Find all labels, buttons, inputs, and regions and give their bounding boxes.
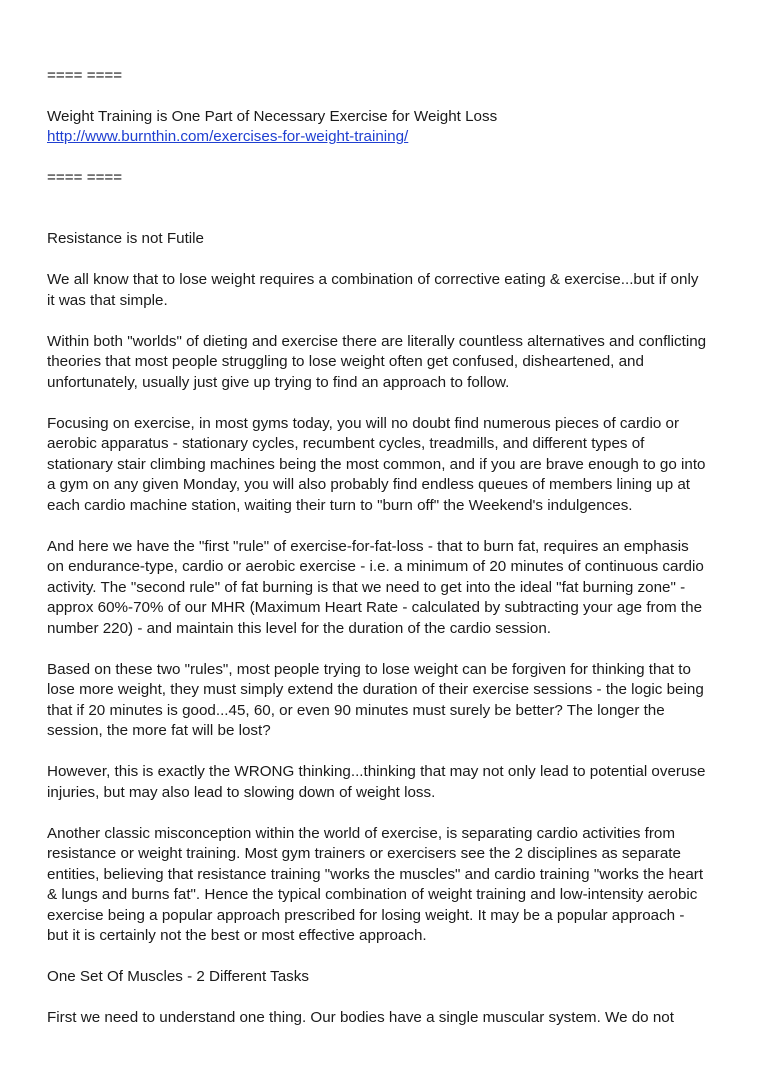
paragraph-6-line-2: injuries, but may also lead to slowing down of weight loss. — [47, 783, 436, 801]
paragraph-7-line-5: exercise being a popular approach prescribed for losing weight. It may be a popular approach - — [47, 906, 685, 924]
paragraph-7 — [47, 824, 727, 947]
article-link[interactable]: http://www.burnthin.com/exercises-for-weight-training/ — [47, 128, 409, 145]
paragraph-7-line-3: entities, believing that resistance training "works the muscles" and cardio training "works the heart — [47, 865, 704, 883]
paragraph-6 — [47, 762, 727, 803]
paragraph-1 — [47, 270, 727, 311]
paragraph-7-line-4: & lungs and burns fat". Hence the typical combination of weight training and low-intensity aerobic — [47, 886, 698, 903]
paragraph-3-line-1: Focusing on exercise, in most gyms today, you will no doubt find numerous pieces of cardio or — [47, 414, 680, 432]
paragraph-5 — [47, 660, 727, 742]
paragraph-7-line-6: but it is certainly not the best or most effective approach. — [47, 927, 427, 944]
paragraph-4-line-1: And here we have the "first "rule" of exercise-for-fat-loss - that to burn fat, requires an emphasis — [47, 537, 689, 555]
article-link-wrapper — [47, 127, 727, 148]
paragraph-2 — [47, 332, 727, 394]
paragraph-6-line-1: However, this is exactly the WRONG thinking...thinking that may not only lead to potential overuse — [47, 763, 706, 780]
paragraph-4-line-5: number 220) - and maintain this level for the duration of the cardio session. — [47, 619, 551, 637]
paragraph-2-line-1: Within both "worlds" of dieting and exercise there are literally countless alternatives and conflicting — [47, 332, 707, 350]
paragraph-2-line-2: theories that most people struggling to lose weight often get confused, disheartened, and — [47, 353, 644, 370]
paragraph-5-line-3: that if 20 minutes is good...45, 60, or even 90 minutes must surely be better? The longer the — [47, 701, 665, 719]
paragraph-final — [47, 1008, 727, 1029]
document-page — [47, 66, 727, 1029]
section-heading-muscles: One Set Of Muscles - 2 Different Tasks — [47, 968, 309, 985]
paragraph-3-line-2: aerobic apparatus - stationary cycles, recumbent cycles, treadmills, and different types of — [47, 435, 645, 452]
paragraph-final-line-1: First we need to understand one thing. Our bodies have a single muscular system. We do not — [47, 1009, 674, 1026]
article-title: Weight Training is One Part of Necessary Exercise for Weight Loss — [47, 107, 498, 125]
paragraph-7-line-2: resistance or weight training. Most gym trainers or exercisers see the 2 disciplines as separate — [47, 845, 681, 862]
paragraph-4-line-2: on endurance-type, cardio or aerobic exercise - i.e. a minimum of 20 minutes of continuous cardio — [47, 558, 704, 575]
paragraph-1-line-2: it was that simple. — [47, 291, 168, 309]
separator-bottom: ==== ==== — [47, 168, 123, 186]
paragraph-2-line-3: unfortunately, usually just give up trying to find an approach to follow. — [47, 373, 510, 391]
separator-top: ==== ==== — [47, 67, 123, 84]
paragraph-4 — [47, 537, 727, 640]
paragraph-3-line-5: each cardio machine station, waiting their turn to "burn off" the Weekend's indulgences. — [47, 496, 633, 514]
paragraph-1-line-1: We all know that to lose weight requires a combination of corrective eating & exercise...but if only — [47, 271, 699, 288]
paragraph-4-line-4: approx 60%-70% of our MHR (Maximum Heart Rate - calculated by subtracting your age from the — [47, 599, 703, 616]
paragraph-3 — [47, 414, 727, 517]
paragraph-3-line-3: stationary stair climbing machines being the most common, and if you are brave enough to go into — [47, 455, 706, 473]
paragraph-5-line-2: lose more weight, they must simply extend the duration of their exercise sessions - the logic being — [47, 681, 704, 698]
paragraph-5-line-4: session, the more fat will be lost? — [47, 722, 271, 739]
paragraph-3-line-4: a gym on any given Monday, you will also probably find endless queues of members lining up at — [47, 476, 691, 493]
paragraph-4-line-3: activity. The "second rule" of fat burning is that we need to get into the ideal "fat burning zone" - — [47, 578, 686, 596]
paragraph-5-line-1: Based on these two "rules", most people trying to lose weight can be forgiven for thinking that to — [47, 660, 691, 678]
paragraph-7-line-1: Another classic misconception within the world of exercise, is separating cardio activities from — [47, 824, 676, 842]
section-heading-resistance: Resistance is not Futile — [47, 230, 205, 247]
